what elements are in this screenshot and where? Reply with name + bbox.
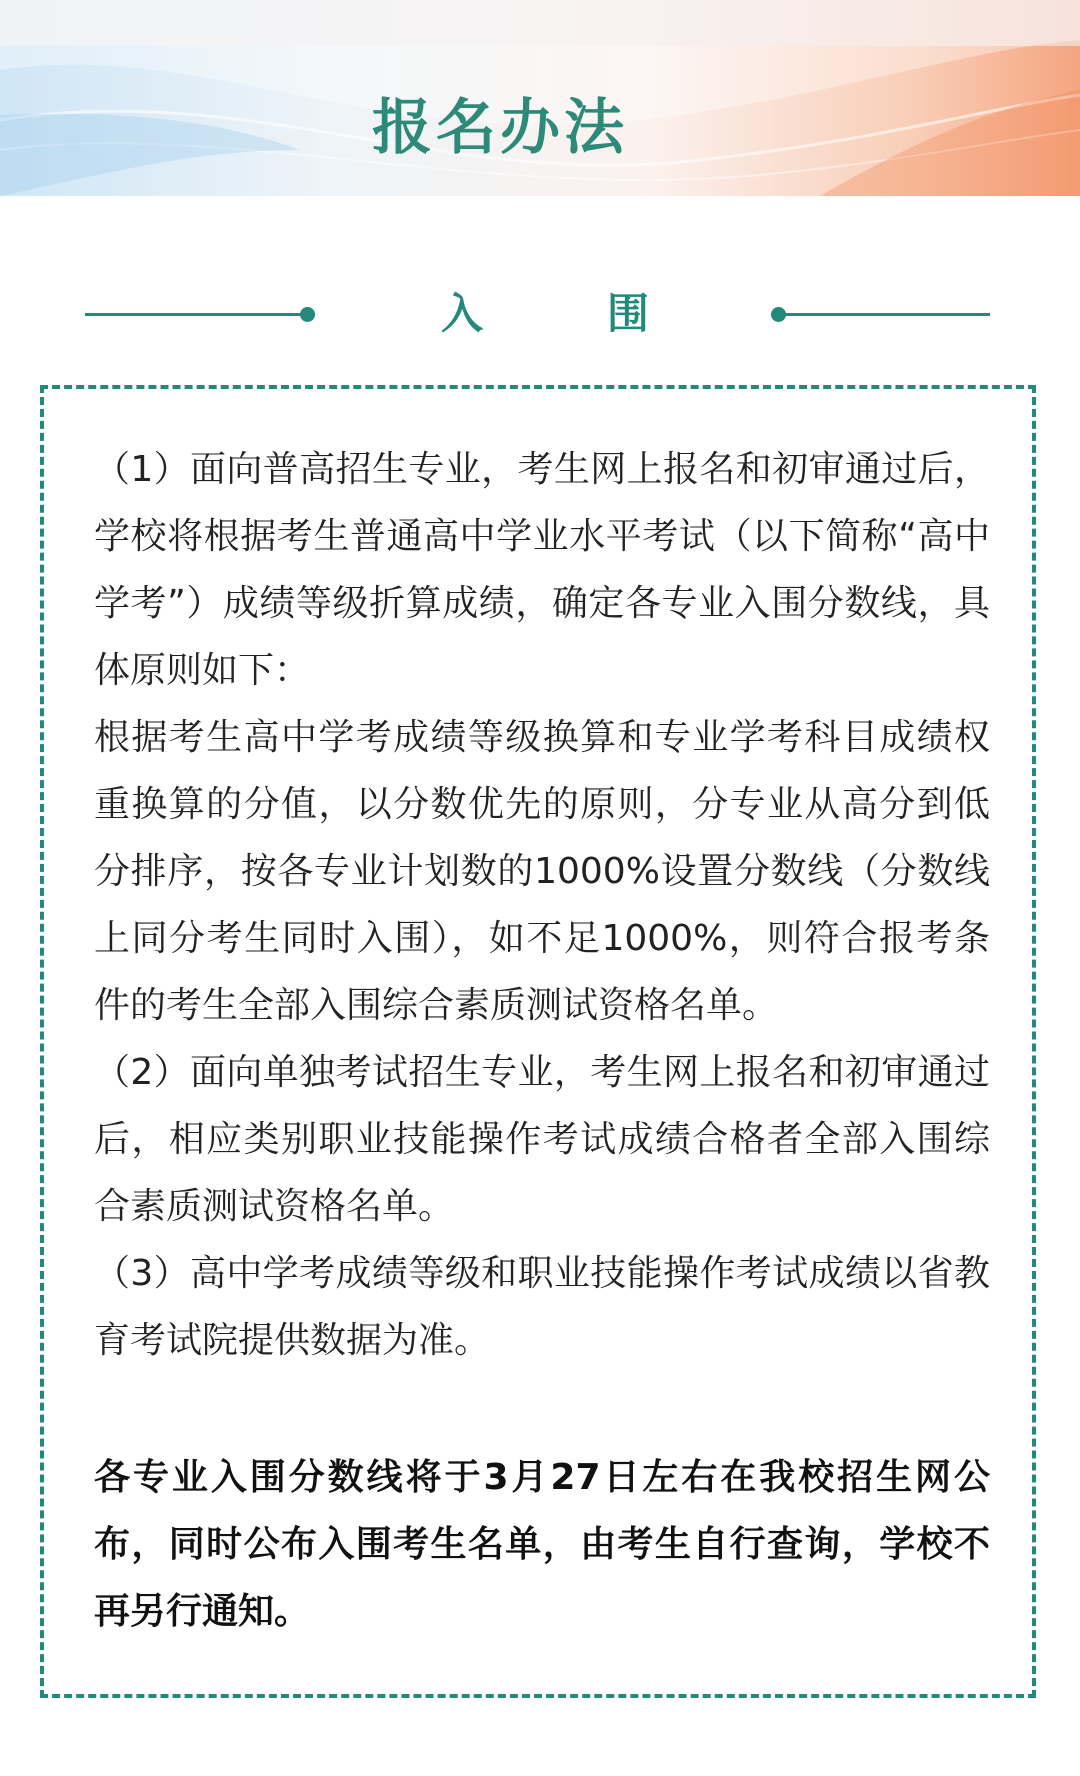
- content-body: [94, 436, 990, 1645]
- content-box: [40, 385, 1036, 1698]
- heading-char-1: 入: [441, 289, 484, 338]
- banner-title: 报名办法: [372, 93, 628, 163]
- paragraph-2: 根据考生高中学考成绩等级换算和专业学考科目成绩权重换算的分值，以分数优先的原则，分专业从高分到低分排序，按各专业计划数的1000%设置分数线（分数线上同分考生同时入围），如不足1000%，则符合报考条件的考生全部入围综合素质测试资格名单。: [94, 717, 990, 1026]
- notice-paragraph: 各专业入围分数线将于3月27日左右在我校招生网公布，同时公布入围考生名单，由考生自行查询，学校不再另行通知。: [94, 1457, 990, 1632]
- header-banner: [0, 0, 1080, 196]
- paragraph-4: （3）高中学考成绩等级和职业技能操作考试成绩以省教育考试院提供数据为准。: [94, 1253, 990, 1361]
- section-heading: [0, 280, 1080, 350]
- paragraph-spacer: [94, 1374, 990, 1444]
- paragraph-3: （2）面向单独考试招生专业，考生网上报名和初审通过后，相应类别职业技能操作考试成绩合格者全部入围综合素质测试资格名单。: [94, 1052, 990, 1227]
- heading-dot-left: [300, 307, 315, 322]
- heading-rule-left: [85, 313, 307, 316]
- heading-char-2: 围: [607, 289, 650, 338]
- paragraph-1: （1）面向普高招生专业，考生网上报名和初审通过后，学校将根据考生普通高中学业水平考试（以下简称“高中学考”）成绩等级折算成绩，确定各专业入围分数线，具体原则如下：: [94, 449, 990, 691]
- heading-rule-right: [778, 313, 990, 316]
